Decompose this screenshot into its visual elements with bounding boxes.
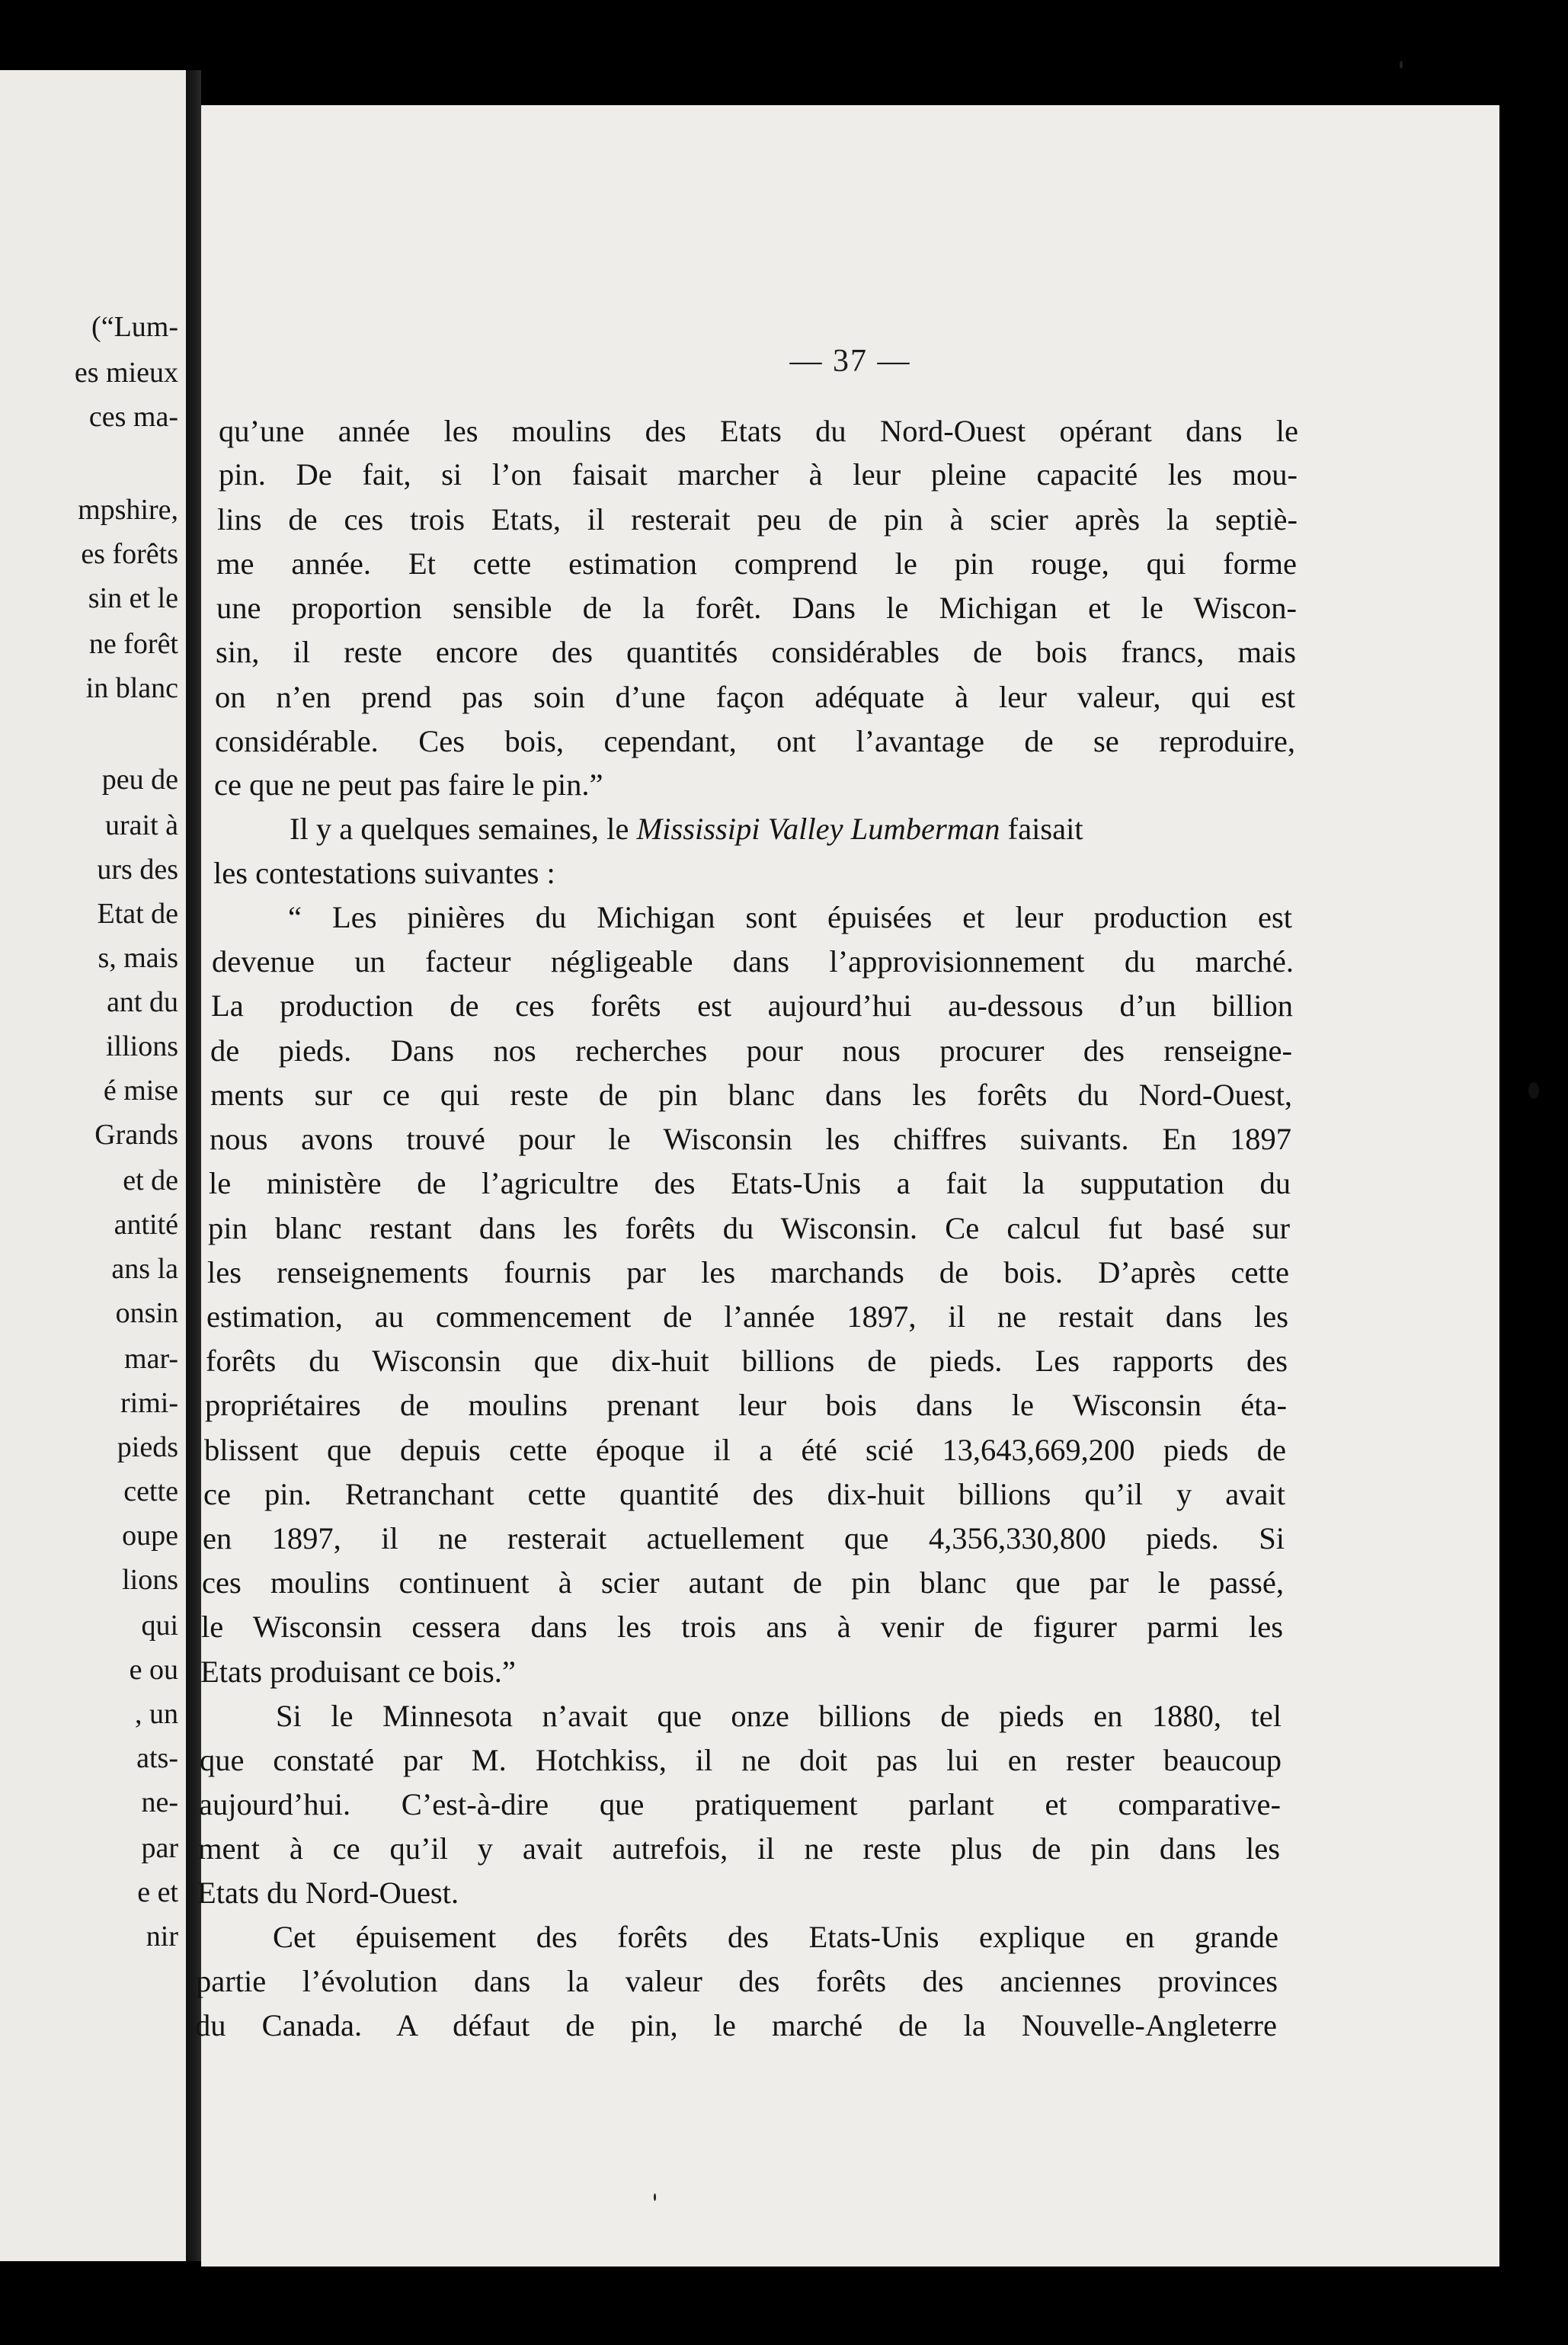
scan-speck	[1528, 1082, 1539, 1099]
text-line: estimation, au commencement de l’année 1897, il ne restait dans les	[206, 1299, 1288, 1334]
left-page-line-fragment: oupe	[122, 1520, 178, 1552]
left-page-line-fragment: e ou	[129, 1654, 178, 1686]
text-line: Cet épuisement des forêts des Etats-Unis explique en grande	[273, 1920, 1278, 1954]
text-line: les renseignements fournis par les marchands de bois. D’après cette	[207, 1255, 1289, 1289]
left-page-line-fragment: urait à	[104, 809, 178, 841]
left-page-line-fragment: ne-	[141, 1786, 178, 1818]
text-line: partie l’évolution dans la valeur des forêts des anciennes provinces	[196, 1964, 1278, 1998]
text-line: “ Les pinières du Michigan sont épuisées et leur production est	[288, 900, 1292, 934]
text-line: La production de ces forêts est aujourd’hui au-dessous d’un billion	[211, 988, 1293, 1023]
text-line: ment à ce qu’il y avait autrefois, il ne reste plus de pin dans les	[198, 1831, 1280, 1866]
left-page-line-fragment: Grands	[94, 1119, 178, 1151]
previous-page-fragment	[0, 70, 186, 2261]
text-line: propriétaires de moulins prenant leur bois dans le Wisconsin éta-	[205, 1388, 1287, 1422]
text-line: ces moulins continuent à scier autant de pin blanc que par le passé,	[202, 1565, 1284, 1600]
left-page-line-fragment: é mise	[103, 1075, 178, 1107]
left-page-line-fragment: sin et le	[88, 582, 178, 614]
left-page-line-fragment: nir	[146, 1921, 178, 1953]
page-number: — 37 —	[789, 344, 911, 379]
left-page-line-fragment: in blanc	[85, 672, 178, 704]
text-line: me année. Et cette estimation comprend le pin rouge, qui forme	[216, 546, 1297, 581]
left-page-line-fragment: ans la	[111, 1253, 178, 1285]
text-line: on n’en prend pas soin d’une façon adéquate à leur valeur, qui est	[215, 680, 1295, 714]
text-line: le ministère de l’agricultre des Etats-Unis a fait la supputation du	[209, 1166, 1291, 1200]
text-line: devenue un facteur négligeable dans l’approvisionnement du marché.	[212, 944, 1294, 979]
text-line: le Wisconsin cessera dans les trois ans à venir de figurer parmi les	[201, 1610, 1283, 1644]
left-page-line-fragment: par	[141, 1832, 178, 1864]
left-page-line-fragment: lions	[122, 1564, 178, 1596]
text-line-segment: Il y a quelques semaines, le	[290, 812, 637, 846]
text-line: aujourd’hui. C’est-à-dire que pratiquement parlant et comparative-	[199, 1787, 1281, 1821]
left-page-line-fragment: es forêts	[81, 538, 178, 570]
left-page-line-fragment: urs des	[97, 854, 178, 886]
left-page-line-fragment: onsin	[115, 1297, 178, 1329]
text-line: ce que ne peut pas faire le pin.”	[214, 767, 603, 802]
text-line	[290, 814, 1294, 845]
left-page-line-fragment: mar-	[124, 1343, 178, 1375]
left-page-line-fragment: qui	[141, 1610, 178, 1642]
left-page-line-fragment: (“Lum-	[91, 311, 178, 343]
left-page-line-fragment: illions	[105, 1030, 178, 1062]
scan-speck	[1400, 61, 1403, 69]
text-line: lins de ces trois Etats, il resterait peu de pin à scier après la septiè-	[217, 502, 1298, 537]
text-line: une proportion sensible de la forêt. Dans le Michigan et le Wiscon-	[216, 591, 1297, 625]
publication-title: Mississipi Valley Lumberman	[636, 812, 1000, 846]
left-page-line-fragment: antité	[114, 1209, 178, 1241]
text-line: qu’une année les moulins des Etats du Nord-Ouest opérant dans le	[219, 414, 1298, 448]
text-line: du Canada. A défaut de pin, le marché de la Nouvelle-Angleterre	[195, 2008, 1277, 2042]
text-line: pin. De fait, si l’on faisait marcher à leur pleine capacité les mou-	[219, 457, 1298, 492]
left-page-line-fragment: et de	[123, 1164, 178, 1197]
text-line: Etats produisant ce bois.”	[200, 1655, 516, 1689]
text-line: forêts du Wisconsin que dix-huit billions de pieds. Les rapports des	[206, 1344, 1288, 1378]
text-line: Si le Minnesota n’avait que onze billions de pieds en 1880, tel	[276, 1699, 1282, 1733]
left-page-line-fragment: rimi-	[120, 1387, 178, 1419]
text-line: nous avons trouvé pour le Wisconsin les chiffres suivants. En 1897	[210, 1122, 1291, 1156]
left-page-line-fragment: peu de	[101, 764, 178, 796]
left-page-line-fragment: e et	[137, 1876, 178, 1908]
scan-speck	[654, 2193, 656, 2201]
text-line: considérable. Ces bois, cependant, ont l’avantage de se reproduire,	[215, 724, 1295, 758]
left-page-line-fragment: ant du	[107, 986, 178, 1018]
text-line: pin blanc restant dans les forêts du Wisconsin. Ce calcul fut basé sur	[208, 1211, 1290, 1245]
binding-gutter	[186, 70, 201, 2261]
left-page-line-fragment: Etat de	[97, 898, 178, 930]
text-line: ce pin. Retranchant cette quantité des dix-huit billions qu’il y avait	[203, 1477, 1285, 1511]
left-page-line-fragment: cette	[123, 1475, 178, 1507]
left-page-line-fragment: s, mais	[98, 942, 178, 974]
left-page-line-fragment: , un	[135, 1698, 178, 1730]
left-page-line-fragment: mpshire,	[78, 494, 178, 526]
text-line: ments sur ce qui reste de pin blanc dans les forêts du Nord-Ouest,	[210, 1078, 1292, 1112]
text-line: sin, il reste encore des quantités considérables de bois francs, mais	[216, 635, 1296, 669]
text-line: Etats du Nord-Ouest.	[197, 1876, 459, 1910]
left-page-line-fragment: es mieux	[74, 357, 178, 389]
left-page-line-fragment: pieds	[117, 1431, 178, 1463]
text-line: de pieds. Dans nos recherches pour nous procurer des renseigne-	[210, 1033, 1292, 1068]
text-line: que constaté par M. Hotchkiss, il ne doit pas lui en rester beaucoup	[200, 1743, 1282, 1777]
left-page-line-fragment: ne forêt	[88, 628, 178, 660]
text-line: en 1897, il ne resterait actuellement que 4,356,330,800 pieds. Si	[203, 1521, 1285, 1555]
left-page-line-fragment: ces ma-	[88, 401, 178, 433]
text-line: blissent que depuis cette époque il a été scié 13,643,669,200 pieds de	[204, 1433, 1286, 1467]
text-line-segment: faisait	[1000, 812, 1083, 846]
page	[195, 105, 1499, 2267]
text-line: les contestations suivantes :	[213, 856, 555, 890]
left-page-line-fragment: ats-	[136, 1742, 178, 1774]
